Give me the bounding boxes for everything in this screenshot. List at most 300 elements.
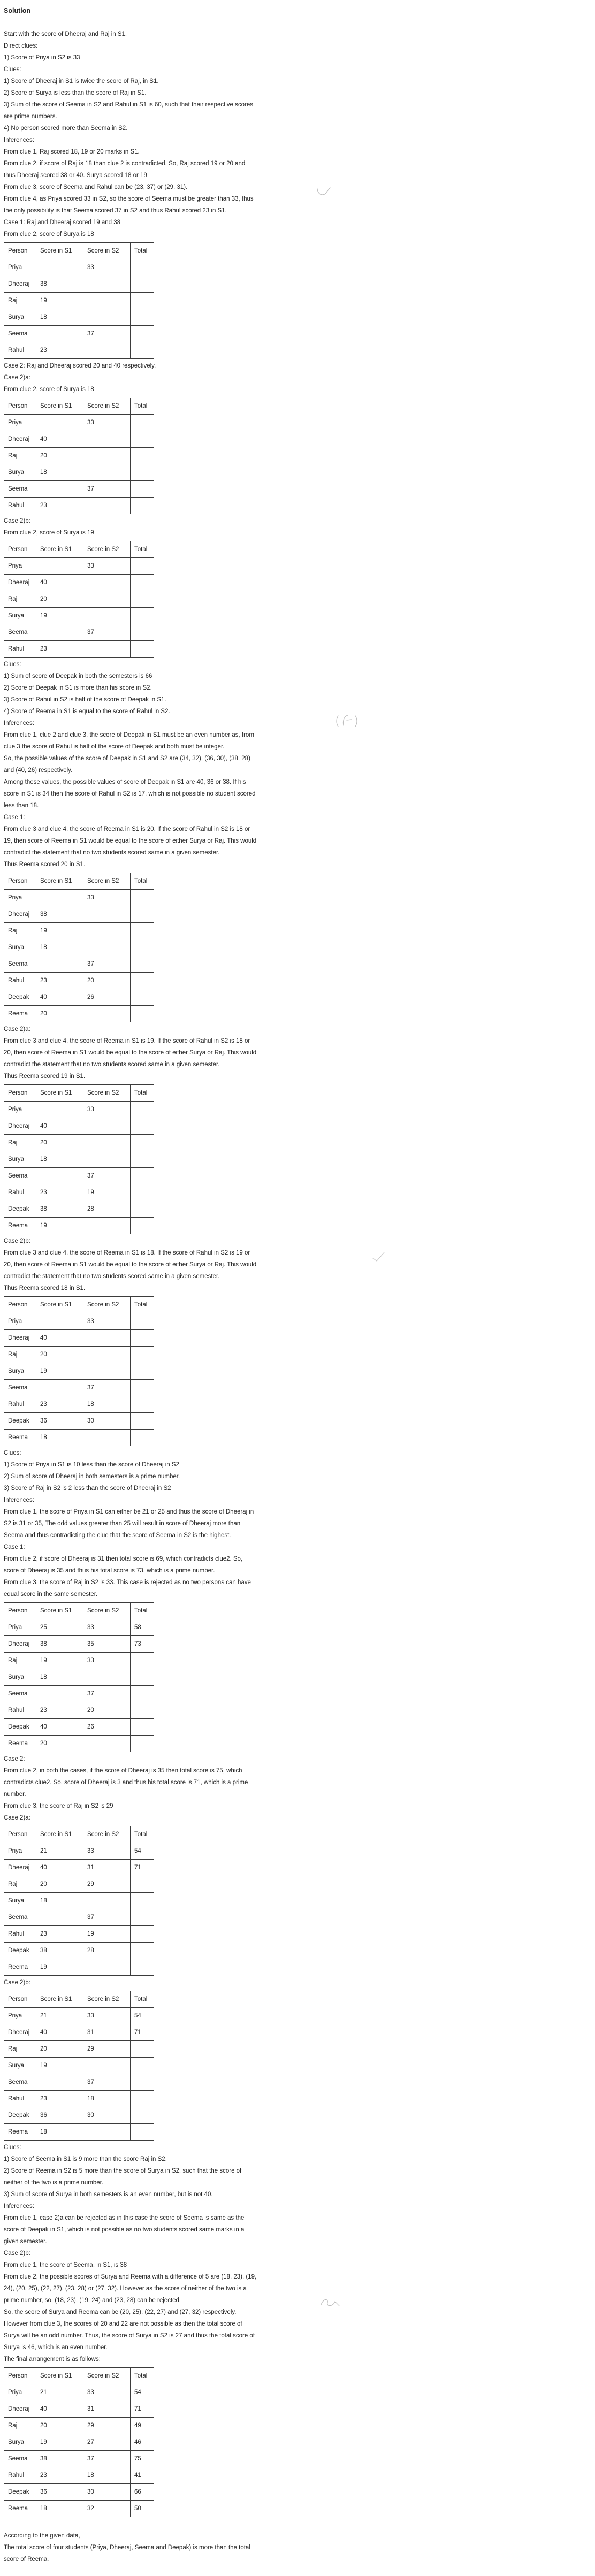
person-cell: Rahul	[4, 2091, 36, 2107]
table-header-cell: Total	[131, 873, 154, 890]
text-line: number.	[4, 1791, 26, 1798]
table-row	[4, 1702, 154, 1719]
score-cell: 36	[36, 2484, 83, 2501]
person-cell: Rahul	[4, 2467, 36, 2484]
text-line: Case 1:	[4, 814, 25, 821]
table-row	[4, 464, 154, 481]
score-cell: 54	[131, 2008, 154, 2024]
text-line: Clues:	[4, 2144, 21, 2151]
table-row	[4, 415, 154, 431]
table-row	[4, 1719, 154, 1736]
score-cell: 71	[131, 2401, 154, 2418]
text-line: Thus Reema scored 18 in S1.	[4, 1285, 86, 1291]
table-row	[4, 624, 154, 641]
score-cell	[131, 1218, 154, 1234]
person-cell: Rahul	[4, 1926, 36, 1943]
text-line: From clue 3, score of Seema and Rahul can be (23, 37) or (29, 31).	[4, 184, 188, 190]
table-header-row	[4, 398, 154, 415]
person-cell: Seema	[4, 326, 36, 342]
score-cell	[131, 1313, 154, 1330]
table-header-cell: Total	[131, 541, 154, 558]
score-cell	[83, 498, 131, 514]
person-cell: Deepak	[4, 2484, 36, 2501]
table-header-cell: Total	[131, 398, 154, 415]
score-cell: 19	[36, 293, 83, 309]
person-cell: Raj	[4, 591, 36, 608]
score-cell: 29	[83, 2041, 131, 2058]
score-cell	[131, 2107, 154, 2124]
table-header-cell: Score in S1	[36, 873, 83, 890]
table-header-cell: Person	[4, 873, 36, 890]
score-cell: 37	[83, 326, 131, 342]
person-cell: Surya	[4, 1363, 36, 1380]
table-row	[4, 259, 154, 276]
text-line: According to the given data,	[4, 2533, 80, 2539]
person-cell: Dheeraj	[4, 276, 36, 293]
text-line: Clues:	[4, 1450, 21, 1456]
table-row	[4, 326, 154, 342]
score-cell	[131, 464, 154, 481]
text-line: Surya will be an odd number. Thus, the score of Surya in S2 is 27 and thus the total score of	[4, 2333, 255, 2339]
score-cell	[36, 956, 83, 973]
table-row	[4, 1893, 154, 1909]
score-cell: 37	[83, 1380, 131, 1396]
table-header-cell: Score in S2	[83, 243, 131, 259]
table-row	[4, 1686, 154, 1702]
pen-scribble-annotation	[319, 2296, 341, 2309]
score-cell	[83, 276, 131, 293]
table-header-cell: Person	[4, 2368, 36, 2384]
score-cell	[36, 1313, 83, 1330]
score-cell	[131, 1135, 154, 1151]
score-cell	[83, 2124, 131, 2141]
table-row	[4, 1636, 154, 1653]
table-row	[4, 1380, 154, 1396]
text-line: Surya is 46, which is an even number.	[4, 2344, 108, 2351]
text-line: 20, then score of Reema in S1 would be equal to the score of either Surya or Raj. This would	[4, 1050, 257, 1056]
table-row	[4, 431, 154, 448]
score-cell	[131, 415, 154, 431]
person-cell: Surya	[4, 2058, 36, 2074]
table-row	[4, 1669, 154, 1686]
score-cell: 37	[83, 481, 131, 498]
person-cell: Dheeraj	[4, 2024, 36, 2041]
text-line: score in S1 is 34 then the score of Rahul in S2 is 17, which is not possible no student scored	[4, 791, 256, 797]
score-cell: 30	[83, 2484, 131, 2501]
score-cell	[131, 558, 154, 575]
score-cell	[131, 1006, 154, 1022]
table-row	[4, 2501, 154, 2517]
person-cell: Dheeraj	[4, 1330, 36, 1347]
person-cell: Rahul	[4, 1396, 36, 1413]
table-header-cell: Score in S2	[83, 398, 131, 415]
text-line: From clue 1, clue 2 and clue 3, the score of Deepak in S1 must be an even number as, from	[4, 732, 254, 738]
table-row	[4, 2384, 154, 2401]
table-header-cell: Total	[131, 1085, 154, 1102]
score-cell: 31	[83, 2024, 131, 2041]
score-cell	[36, 2074, 83, 2091]
score-cell: 19	[36, 1363, 83, 1380]
score-cell	[131, 890, 154, 906]
score-cell: 37	[83, 1168, 131, 1184]
score-cell	[131, 923, 154, 939]
score-cell: 23	[36, 498, 83, 514]
person-cell: Deepak	[4, 1943, 36, 1959]
score-cell: 23	[36, 2091, 83, 2107]
person-cell: Rahul	[4, 973, 36, 989]
score-cell	[131, 1959, 154, 1976]
text-line: So, the possible values of the score of Deepak in S1 and S2 are (34, 32), (36, 30), (38, 28)	[4, 755, 250, 762]
score-cell: 46	[131, 2434, 154, 2451]
person-cell: Surya	[4, 1669, 36, 1686]
score-cell: 40	[36, 1860, 83, 1876]
score-cell	[131, 575, 154, 591]
score-cell	[83, 1430, 131, 1446]
table-row	[4, 1102, 154, 1118]
score-cell: 49	[131, 2418, 154, 2434]
score-cell: 20	[36, 1876, 83, 1893]
score-cell: 37	[83, 1686, 131, 1702]
table-header-cell: Score in S1	[36, 1085, 83, 1102]
table-row	[4, 2041, 154, 2058]
score-cell	[131, 1201, 154, 1218]
score-cell: 18	[83, 2467, 131, 2484]
score-cell: 20	[83, 1702, 131, 1719]
person-cell: Raj	[4, 1347, 36, 1363]
person-cell: Priya	[4, 1313, 36, 1330]
table-row	[4, 1347, 154, 1363]
person-cell: Seema	[4, 2074, 36, 2091]
person-cell: Deepak	[4, 1413, 36, 1430]
score-table-case2a-reema19	[4, 1084, 154, 1234]
text-line: From clue 2, if score of Raj is 18 than clue 2 is contradicted. So, Raj scored 19 or 20 and	[4, 160, 246, 167]
score-cell: 19	[36, 1218, 83, 1234]
score-cell: 20	[36, 2418, 83, 2434]
table-header-cell: Score in S2	[83, 1991, 131, 2008]
table-row	[4, 2058, 154, 2074]
score-cell	[83, 1006, 131, 1022]
score-cell	[131, 973, 154, 989]
table-row	[4, 2024, 154, 2041]
table-header-cell: Total	[131, 1603, 154, 1619]
table-header-cell: Total	[131, 2368, 154, 2384]
score-cell	[83, 1669, 131, 1686]
text-line: Inferences:	[4, 1497, 34, 1503]
score-cell: 37	[83, 2074, 131, 2091]
table-row	[4, 956, 154, 973]
person-cell: Deepak	[4, 1719, 36, 1736]
person-cell: Raj	[4, 2041, 36, 2058]
table-header-cell: Score in S2	[83, 1826, 131, 1843]
text-line: score of Dheeraj is 35 and thus his total score is 73, which is a prime number.	[4, 1568, 215, 1574]
table-row	[4, 906, 154, 923]
score-cell: 18	[36, 1151, 83, 1168]
person-cell: Reema	[4, 1736, 36, 1752]
table-header-cell: Total	[131, 1826, 154, 1843]
score-table-final-arrangement	[4, 2367, 154, 2517]
text-line: Case 1:	[4, 1544, 25, 1550]
text-line: Case 2: Raj and Dheeraj scored 20 and 40 respectively.	[4, 363, 156, 369]
score-cell: 33	[83, 1102, 131, 1118]
score-cell: 21	[36, 2008, 83, 2024]
score-cell: 33	[83, 2384, 131, 2401]
person-cell: Deepak	[4, 2107, 36, 2124]
text-line: equal score in the same semester.	[4, 1591, 98, 1597]
text-line: 1) Score of Dheeraj in S1 is twice the score of Raj, in S1.	[4, 78, 159, 85]
pen-scribble-annotation	[335, 714, 358, 729]
score-cell: 20	[36, 1736, 83, 1752]
score-cell	[131, 624, 154, 641]
text-line: contradict the statement that no two students scored same in a given semester.	[4, 1273, 220, 1280]
table-header-row	[4, 541, 154, 558]
table-header-cell: Person	[4, 541, 36, 558]
score-cell: 33	[83, 1619, 131, 1636]
score-cell	[131, 448, 154, 464]
score-cell: 71	[131, 2024, 154, 2041]
score-cell	[83, 464, 131, 481]
score-cell: 19	[36, 2434, 83, 2451]
score-cell: 38	[36, 906, 83, 923]
score-table-case2b-dheeraj71	[4, 1991, 154, 2141]
table-row	[4, 973, 154, 989]
score-cell	[83, 1118, 131, 1135]
score-cell: 33	[83, 2008, 131, 2024]
person-cell: Surya	[4, 939, 36, 956]
table-row	[4, 1876, 154, 1893]
person-cell: Priya	[4, 558, 36, 575]
table-header-cell: Total	[131, 1991, 154, 2008]
text-line: Inferences:	[4, 137, 34, 143]
score-cell	[131, 608, 154, 624]
text-line: 2) Score of Reema in S2 is 5 more than the score of Surya in S2, such that the score of	[4, 2168, 242, 2174]
score-cell	[36, 1380, 83, 1396]
text-line: contradicts clue2. So, score of Dheeraj is 3 and thus his total score is 71, which is a prime	[4, 1779, 248, 1786]
score-cell	[131, 1943, 154, 1959]
person-cell: Raj	[4, 1876, 36, 1893]
table-row	[4, 2418, 154, 2434]
score-cell	[131, 1430, 154, 1446]
score-cell	[83, 591, 131, 608]
person-cell: Seema	[4, 1380, 36, 1396]
score-cell	[131, 1653, 154, 1669]
person-cell: Raj	[4, 2418, 36, 2434]
person-cell: Surya	[4, 1151, 36, 1168]
score-cell	[83, 448, 131, 464]
table-header-cell: Score in S1	[36, 243, 83, 259]
table-row	[4, 1218, 154, 1234]
table-row	[4, 1363, 154, 1380]
text-line: Start with the score of Dheeraj and Raj in S1.	[4, 31, 127, 37]
text-line: From clue 3 and clue 4, the score of Reema in S1 is 18. If the score of Rahul in S2 is 19 or	[4, 1250, 250, 1256]
table-row	[4, 2401, 154, 2418]
table-header-cell: Person	[4, 1991, 36, 2008]
score-cell	[131, 1876, 154, 1893]
score-cell	[83, 431, 131, 448]
text-line: Case 2)a:	[4, 374, 30, 381]
person-cell: Raj	[4, 448, 36, 464]
table-row	[4, 2451, 154, 2467]
score-cell: 29	[83, 2418, 131, 2434]
table-header-row	[4, 1991, 154, 2008]
score-cell: 23	[36, 342, 83, 359]
person-cell: Seema	[4, 1168, 36, 1184]
text-line: are prime numbers.	[4, 113, 57, 120]
score-cell	[36, 558, 83, 575]
score-cell: 73	[131, 1636, 154, 1653]
table-header-row	[4, 1297, 154, 1313]
score-cell: 23	[36, 1926, 83, 1943]
score-cell: 23	[36, 641, 83, 658]
score-cell	[131, 342, 154, 359]
score-cell: 33	[83, 259, 131, 276]
table-header-cell: Score in S2	[83, 873, 131, 890]
person-cell: Deepak	[4, 989, 36, 1006]
text-line: the only possibility is that Seema scored 37 in S2 and thus Rahul scored 23 in S1.	[4, 208, 227, 214]
score-cell	[131, 2041, 154, 2058]
table-row	[4, 2124, 154, 2141]
score-cell: 28	[83, 1943, 131, 1959]
score-table-case1-reema20	[4, 873, 154, 1022]
score-cell	[131, 989, 154, 1006]
score-cell: 20	[36, 591, 83, 608]
table-row	[4, 1006, 154, 1022]
text-line: Case 2)b:	[4, 1238, 30, 1244]
text-line: Among these values, the possible values of score of Deepak in S1 are 40, 36 or 38. If his	[4, 779, 246, 785]
table-header-cell: Score in S2	[83, 1603, 131, 1619]
text-line: Seema and thus contradicting the clue that the score of Seema in S2 is the highest.	[4, 1532, 231, 1539]
person-cell: Raj	[4, 1135, 36, 1151]
text-line: Thus Reema scored 20 in S1.	[4, 861, 86, 868]
text-line: Case 2)b:	[4, 518, 30, 524]
table-row	[4, 641, 154, 658]
score-cell	[83, 2058, 131, 2074]
score-cell: 40	[36, 1330, 83, 1347]
score-cell: 33	[83, 415, 131, 431]
text-line: contradict the statement that no two students scored same in a given semester.	[4, 1061, 220, 1068]
text-line: Clues:	[4, 66, 21, 73]
score-cell: 21	[36, 1843, 83, 1860]
score-cell: 30	[83, 1413, 131, 1430]
text-line: Case 2)a:	[4, 1026, 30, 1033]
table-header-cell: Score in S1	[36, 398, 83, 415]
person-cell: Seema	[4, 956, 36, 973]
score-table-case2a-dheeraj71	[4, 1826, 154, 1976]
score-cell	[131, 1184, 154, 1201]
score-cell: 20	[36, 1135, 83, 1151]
text-line: However from clue 3, the scores of 20 and 22 are not possible as then the total score of	[4, 2321, 242, 2327]
text-line: From clue 1, the score of Seema, in S1, is 38	[4, 2262, 127, 2268]
table-row	[4, 890, 154, 906]
table-header-cell: Person	[4, 243, 36, 259]
score-cell: 50	[131, 2501, 154, 2517]
score-cell: 20	[36, 1347, 83, 1363]
person-cell: Priya	[4, 415, 36, 431]
person-cell: Seema	[4, 481, 36, 498]
text-line: 1) Score of Priya in S2 is 33	[4, 55, 80, 61]
person-cell: Dheeraj	[4, 2401, 36, 2418]
person-cell: Reema	[4, 1006, 36, 1022]
text-line: Case 2)b:	[4, 2250, 30, 2257]
score-cell: 40	[36, 989, 83, 1006]
table-row	[4, 2008, 154, 2024]
table-row	[4, 481, 154, 498]
pen-scribble-annotation	[316, 186, 337, 200]
score-cell	[131, 1347, 154, 1363]
score-cell: 18	[83, 2091, 131, 2107]
table-row	[4, 309, 154, 326]
table-row	[4, 1843, 154, 1860]
score-cell: 18	[36, 309, 83, 326]
score-cell	[131, 1363, 154, 1380]
score-cell	[36, 415, 83, 431]
table-row	[4, 2107, 154, 2124]
score-cell: 37	[83, 956, 131, 973]
score-cell	[131, 326, 154, 342]
score-cell	[131, 1893, 154, 1909]
table-row	[4, 2467, 154, 2484]
text-line: 20, then score of Reema in S1 would be equal to the score of either Surya or Raj. This would	[4, 1262, 257, 1268]
score-cell: 38	[36, 1943, 83, 1959]
table-row	[4, 575, 154, 591]
score-cell	[131, 591, 154, 608]
score-cell: 20	[36, 2041, 83, 2058]
person-cell: Deepak	[4, 1201, 36, 1218]
table-row	[4, 1909, 154, 1926]
score-cell	[131, 1926, 154, 1943]
pen-scribble-annotation	[371, 1251, 387, 1263]
table-row	[4, 2434, 154, 2451]
text-line: 3) Sum of score of Surya in both semesters is an even number, but is not 40.	[4, 2191, 213, 2198]
text-line: score of Reema.	[4, 2556, 49, 2563]
text-line: neither of the two is a prime number.	[4, 2180, 104, 2186]
score-cell: 19	[36, 1959, 83, 1976]
score-cell	[131, 481, 154, 498]
person-cell: Dheeraj	[4, 431, 36, 448]
person-cell: Reema	[4, 2124, 36, 2141]
person-cell: Seema	[4, 1686, 36, 1702]
score-cell: 33	[83, 890, 131, 906]
score-cell: 20	[83, 973, 131, 989]
text-line: 3) Sum of the score of Seema in S2 and Rahul in S1 is 60, such that their respective scores	[4, 102, 253, 108]
text-line: Case 2)a:	[4, 1815, 30, 1821]
text-line: 1) Score of Seema in S1 is 9 more than the score Raj in S2.	[4, 2156, 167, 2162]
text-line: Clues:	[4, 661, 21, 668]
table-header-cell: Score in S1	[36, 1603, 83, 1619]
text-line: 24), (20, 25), (22, 27), (23, 28) or (27, 32). However as the score of neither of the two is a	[4, 2285, 247, 2292]
score-cell: 31	[83, 2401, 131, 2418]
table-header-cell: Score in S1	[36, 1826, 83, 1843]
score-cell: 37	[83, 1909, 131, 1926]
score-cell	[83, 1893, 131, 1909]
score-cell: 23	[36, 1396, 83, 1413]
table-row	[4, 1413, 154, 1430]
table-header-row	[4, 1603, 154, 1619]
score-cell	[83, 293, 131, 309]
table-header-cell: Score in S1	[36, 1991, 83, 2008]
score-cell	[36, 326, 83, 342]
text-line: Case 1: Raj and Dheeraj scored 19 and 38	[4, 219, 121, 226]
table-row	[4, 1184, 154, 1201]
person-cell: Rahul	[4, 342, 36, 359]
text-line: prime number, so, (18, 23), (19, 24) and (23, 28) can be rejected.	[4, 2297, 181, 2304]
table-row	[4, 923, 154, 939]
score-cell	[131, 2074, 154, 2091]
score-cell: 28	[83, 1201, 131, 1218]
table-header-cell: Person	[4, 1826, 36, 1843]
score-cell: 40	[36, 575, 83, 591]
score-table-case1-rejected	[4, 1602, 154, 1752]
blank-line	[4, 2518, 303, 2530]
